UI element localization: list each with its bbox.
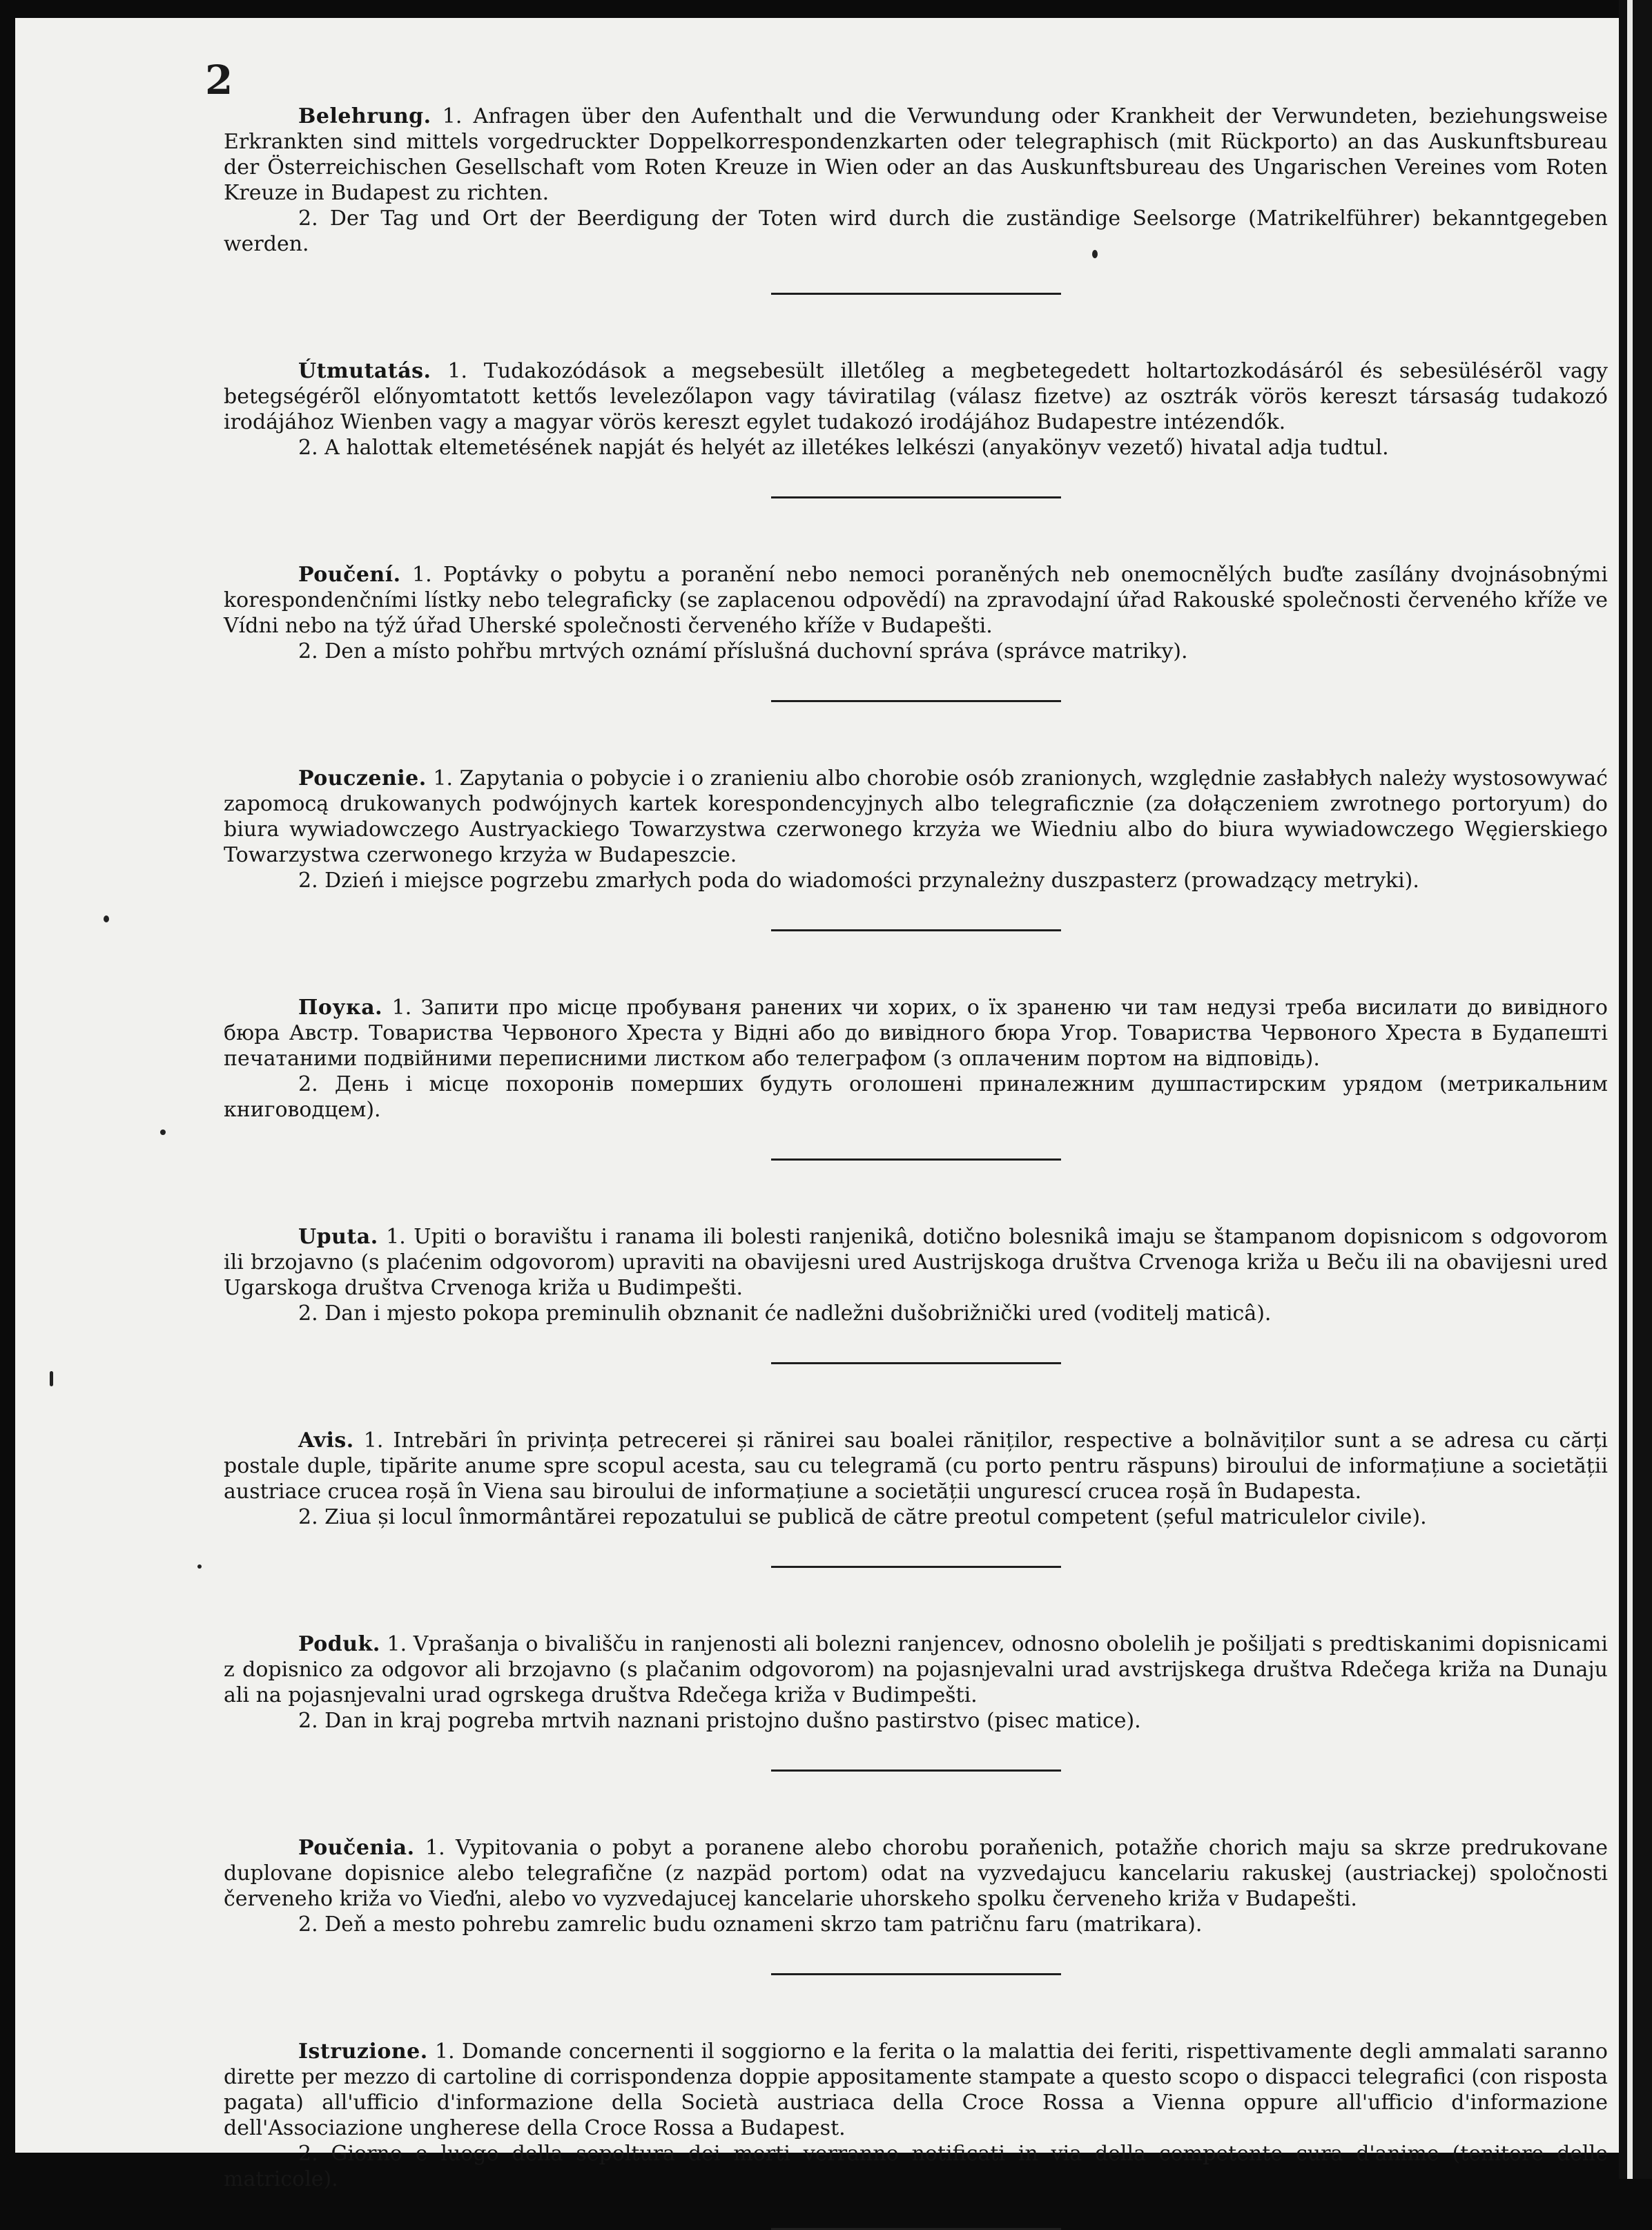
section-paragraph-1 (224, 995, 1608, 1072)
section-text-1: 1. Vypitovania o pobyt a poranene alebo chorobu poraňenich, potažňe chorich maju sa skrze predrukovane duplovane dopisnice alebo telegrafične (z nazpäd portom) odat na vyzvedajucu kancelariu rakuskej (austriackej) spoločnosti červeneho križa vo Vieďni, alebo vo vyzvedajucej kancelarie uhorskeho spolku červeneho križa v Budapešti. (224, 1836, 1608, 1911)
section-text-1: 1. Vprašanja o bivališču in ranjenosti ali bolezni ranjencev, odnosno obolelih je pošiljati s predtiskanimi dopisnicami z dopisnico za odgovor ali brzojavno (s plačanim odgovorom) na pojasnjevalni urad avstrijskega društva Rdečega križa na Dunaju ali na pojasnjevalni urad ogrskega društva Rdečega križa v Budimpešti. (224, 1632, 1608, 1707)
section-slovak (224, 1835, 1608, 1937)
section-heading: Poduk. (298, 1632, 380, 1656)
section-paragraph-1 (224, 1224, 1608, 1301)
section-text-1: 1. Tudakozódások a megsebesült illetőleg a megbetegedett holtartozkodásáról és sebesülésérõl vagy betegségérõl előnyomtatott kettős levelezőlapon vagy táviratilag (válasz fizetve) az osztrák vörös kereszt társaság tudakozó irodájához Wienben vagy a magyar vörös kereszt egylet tudakozó irodájához Budapestre intézendők. (224, 359, 1608, 434)
scan-speck (1092, 250, 1098, 258)
scan-speck (160, 1129, 166, 1135)
section-text-2: 2. A halottak eltemetésének napját és helyét az illetékes lelkészi (anyakönyv vezető) hivatal adja tudtul. (298, 436, 1389, 460)
scan-speck (197, 1564, 202, 1569)
scanned-page (15, 18, 1619, 2191)
instructions-body (224, 104, 1608, 2230)
section-text-1: 1. Upiti o boravištu i ranama ili bolesti ranjenikâ, dotično bolesnikâ imaju se štampanom dopisnicom s odgovorom ili brzojavno (s plaćenim odgovorom) upraviti na obavijesni ured Austrijskoga društva Crvenoga križa u Beču ili na obavijesni ured Ugarskoga društva Crvenoga križa u Budimpešti. (224, 1225, 1608, 1300)
section-text-2: 2. Den a místo pohřbu mrtvých oznámí příslušná duchovní správa (správce matriky). (298, 639, 1188, 663)
section-italian (224, 2039, 1608, 2192)
section-text-2: 2. Giorno e luogo della sepoltura dei morti verranno notificati in via della competente cura d'anime (tenitore delle matricole). (224, 2142, 1608, 2191)
section-romanian (224, 1428, 1608, 1530)
section-ukrainian (224, 995, 1608, 1123)
section-paragraph-1 (224, 104, 1608, 206)
section-czech (224, 562, 1608, 664)
section-text-2: 2. Deň a mesto pohrebu zamrelic budu oznameni skrzo tam patričnu faru (matrikara). (298, 1912, 1203, 1937)
section-croatian (224, 1224, 1608, 1326)
section-heading: Poučenia. (298, 1836, 415, 1860)
scan-speck (50, 1371, 53, 1386)
section-text-2: 2. Der Tag und Ort der Beerdigung der Toten wird durch die zuständige Seelsorge (Matrikelführer) bekanntgegeben werden. (224, 206, 1608, 256)
section-heading: Avis. (298, 1428, 354, 1453)
section-heading: Belehrung. (298, 104, 431, 128)
section-german (224, 104, 1608, 257)
section-heading: Pouczenie. (298, 766, 427, 791)
section-slovene (224, 1631, 1608, 1734)
section-paragraph-1 (224, 2039, 1608, 2141)
section-heading: Uputa. (298, 1225, 378, 1249)
section-paragraph-1 (224, 1631, 1608, 1708)
scan-edge (1619, 0, 1652, 2179)
section-text-1: 1. Запити про місце пробуваня ранених чи хорих, о їх зраненю чи там недузі треба висилати до вивідного бюра Австр. Товариства Червоного Хреста у Відні або до вивідного бюра Угор. Товариства Червоного Хреста в Будапешті печатаними подвійними переписними листком або телеграфом (з оплаченим портом на відповідь). (224, 996, 1608, 1071)
section-text-1: 1. Intrebări în privința petrecerei și rănirei sau boalei răniților, respective a bolnăviților sunt a se adresa cu cărți postale duple, tipărite anume spre scopul acesta, sau cu telegramă (cu porto pentru răspuns) biroului de informațiune a societății austriace crucea roșă în Viena sau biroului de informațiune a societății ungurescí crucea roșă în Budapesta. (224, 1428, 1608, 1504)
section-paragraph-1 (224, 562, 1608, 639)
section-heading: Istruzione. (298, 2039, 428, 2064)
section-text-1: 1. Anfragen über den Aufenthalt und die Verwundung oder Krankheit der Verwundeten, beziehungsweise Erkrankten sind mittels vorgedruckter Doppelkorrespondenzkarten oder telegraphisch (mit Rückporto) an das Auskunftsbureau der Österreichischen Gesellschaft vom Roten Kreuze in Wien oder an das Auskunftsbureau des Ungarischen Vereines vom Roten Kreuze in Budapest zu richten. (224, 104, 1608, 205)
section-text-2: 2. Dan in kraj pogreba mrtvih naznani pristojno dušno pastirstvo (pisec matice). (298, 1709, 1141, 1733)
section-text-2: 2. Dzień i miejsce pogrzebu zmarłych poda do wiadomości przynależny duszpasterz (prowadzący metryki). (298, 869, 1419, 893)
section-text-1: 1. Domande concernenti il soggiorno e la ferita o la malattia dei feriti, rispettivamente degli ammalati saranno dirette per mezzo di cartoline di corrispondenza doppie appositamente stampate a questo scopo o dispacci telegrafici (con risposta pagata) all'ufficio d'informazione della Società austriaca della Croce Rossa a Vienna oppure all'ufficio d'informazione dell'Associazione ungherese della Croce Rossa a Budapest. (224, 2039, 1608, 2140)
section-text-2: 2. День і місце похоронів померших будуть оголошені приналежним душпастирским урядом (метрикальним книговодцем). (224, 1072, 1608, 1122)
section-paragraph-1 (224, 1835, 1608, 1912)
scan-speck (104, 915, 109, 922)
section-paragraph-1 (224, 766, 1608, 868)
section-paragraph-1 (224, 358, 1608, 435)
section-text-2: 2. Ziua și locul înmormântărei repozatului se publică de către preotul competent (șeful matriculelor civile). (298, 1505, 1427, 1529)
section-heading: Útmutatás. (298, 359, 431, 383)
section-heading: Poučení. (298, 563, 401, 587)
section-text-2: 2. Dan i mjesto pokopa preminulih obznanit će nadležni dušobrižnički ured (voditelj maticâ). (298, 1301, 1272, 1326)
section-hungarian (224, 358, 1608, 460)
section-text-1: 1. Zapytania o pobycie i o zranieniu albo chorobie osób zranionych, względnie zasłabłych należy wystosowywać zapomocą drukowanych podwójnych kartek korespondencyjnych albo telegraficznie (za dołączeniem zwrotnego portoryum) do biura wywiadowczego Austryackiego Towarzystwa czerwonego krzyża we Wiedniu albo do biura wywiadowczego Węgierskiego Towarzystwa czerwonego krzyża w Budapeszcie. (224, 766, 1608, 867)
section-heading: Поука. (298, 996, 383, 1020)
section-polish (224, 766, 1608, 893)
section-text-1: 1. Poptávky o pobytu a poranění nebo nemoci poraněných neb onemocnělých buďte zasílány dvojnásobnými korespondenčními lístky nebo telegraficky (se zaplacenou odpovědí) na zpravodajní úřad Rakouské společnosti červeného kříže ve Vídni nebo na týž úřad Uherské společnosti červeného kříže v Budapešti. (224, 563, 1608, 638)
page-number: 2 (205, 57, 233, 104)
section-paragraph-1 (224, 1428, 1608, 1504)
